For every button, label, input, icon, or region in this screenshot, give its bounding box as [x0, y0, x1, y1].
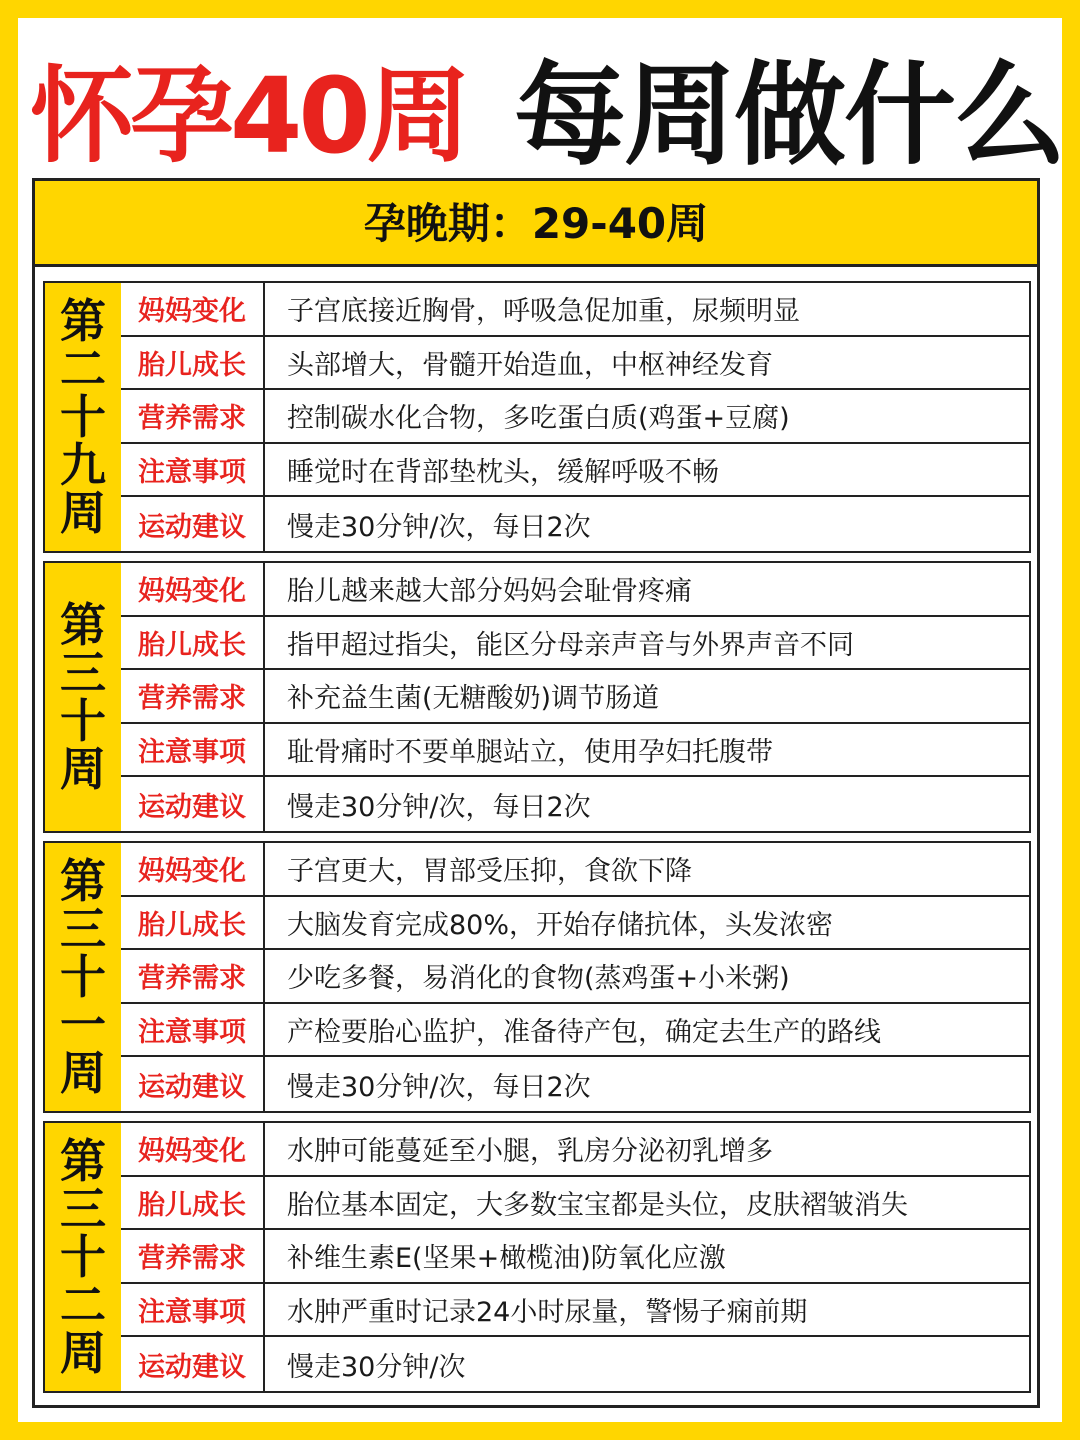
week-label [45, 563, 121, 831]
table-row [121, 337, 1029, 391]
week-rows [121, 1123, 1029, 1391]
row-text: 睡觉时在背部垫枕头，缓解呼吸不畅 [287, 457, 719, 489]
week-label [45, 843, 121, 1111]
row-text: 胎儿越来越大部分妈妈会耻骨疼痛 [287, 576, 692, 608]
table-row [121, 390, 1029, 444]
week-label-text: 第 三 十 周 [60, 598, 106, 796]
table-row [121, 1004, 1029, 1058]
row-category: 注意事项 [121, 444, 265, 496]
row-text: 耻骨痛时不要单腿站立，使用孕妇托腹带 [287, 737, 773, 769]
row-text: 胎位基本固定，大多数宝宝都是头位，皮肤褶皱消失 [287, 1189, 908, 1221]
table-row [121, 1057, 1029, 1111]
row-category: 营养需求 [121, 950, 265, 1002]
row-text: 慢走30分钟/次，每日2次 [287, 511, 591, 543]
table-row [121, 1123, 1029, 1177]
row-text: 产检要胎心监护，准备待产包，确定去生产的路线 [287, 1017, 881, 1049]
week-block-32 [43, 1121, 1031, 1393]
table-row [121, 444, 1029, 498]
phase-header: 孕晚期：29-40周 [35, 181, 1037, 267]
table-row [121, 617, 1029, 671]
table-row [121, 1284, 1029, 1338]
week-label [45, 283, 121, 551]
row-text: 慢走30分钟/次 [287, 1351, 466, 1383]
row-text: 大脑发育完成80%，开始存储抗体，头发浓密 [287, 909, 834, 941]
row-text: 补维生素E(坚果+橄榄油)防氧化应激 [287, 1243, 726, 1275]
row-text: 指甲超过指尖，能区分母亲声音与外界声音不同 [287, 629, 854, 661]
row-text: 子宫更大，胃部受压抑，食欲下降 [287, 856, 692, 888]
row-text: 少吃多餐，易消化的食物(蒸鸡蛋+小米粥) [287, 963, 790, 995]
row-category: 胎儿成长 [121, 1177, 265, 1229]
row-category: 妈妈变化 [121, 563, 265, 615]
row-category: 营养需求 [121, 670, 265, 722]
schedule-table [32, 178, 1040, 1408]
row-text: 慢走30分钟/次，每日2次 [287, 1071, 591, 1103]
table-row [121, 724, 1029, 778]
table-row [121, 670, 1029, 724]
table-row [121, 497, 1029, 551]
poster [18, 18, 1062, 1422]
week-label-text: 第 三 十 二 周 [60, 1134, 106, 1380]
row-text: 水肿严重时记录24小时尿量，警惕子痫前期 [287, 1297, 808, 1329]
table-row [121, 1230, 1029, 1284]
row-text: 补充益生菌(无糖酸奶)调节肠道 [287, 683, 660, 715]
row-category: 胎儿成长 [121, 337, 265, 389]
week-label-text: 第 二 十 九 周 [60, 294, 106, 540]
table-row [121, 777, 1029, 831]
title-red-part: 怀孕40周 [30, 55, 467, 177]
week-block-29 [43, 281, 1031, 553]
week-block-30 [43, 561, 1031, 833]
week-label [45, 1123, 121, 1391]
table-row [121, 563, 1029, 617]
week-rows [121, 563, 1029, 831]
row-category: 运动建议 [121, 1057, 265, 1111]
table-row [121, 897, 1029, 951]
row-category: 胎儿成长 [121, 617, 265, 669]
row-category: 运动建议 [121, 497, 265, 551]
row-category: 注意事项 [121, 724, 265, 776]
row-category: 妈妈变化 [121, 1123, 265, 1175]
row-category: 营养需求 [121, 390, 265, 442]
row-category: 注意事项 [121, 1004, 265, 1056]
poster-title [18, 46, 1062, 186]
table-row [121, 1177, 1029, 1231]
week-label-text: 第 三 十 一 周 [60, 854, 106, 1100]
table-row [121, 843, 1029, 897]
title-black-part: 每周做什么 [514, 51, 1064, 181]
table-row [121, 1337, 1029, 1391]
row-text: 头部增大，骨髓开始造血，中枢神经发育 [287, 349, 773, 381]
row-category: 妈妈变化 [121, 283, 265, 335]
row-category: 运动建议 [121, 777, 265, 831]
row-category: 营养需求 [121, 1230, 265, 1282]
row-text: 子宫底接近胸骨，呼吸急促加重，尿频明显 [287, 296, 800, 328]
table-row [121, 950, 1029, 1004]
week-block-31 [43, 841, 1031, 1113]
row-category: 胎儿成长 [121, 897, 265, 949]
week-rows [121, 843, 1029, 1111]
row-text: 控制碳水化合物，多吃蛋白质(鸡蛋+豆腐) [287, 403, 790, 435]
row-category: 运动建议 [121, 1337, 265, 1391]
table-row [121, 283, 1029, 337]
row-category: 妈妈变化 [121, 843, 265, 895]
row-text: 慢走30分钟/次，每日2次 [287, 791, 591, 823]
row-text: 水肿可能蔓延至小腿，乳房分泌初乳增多 [287, 1136, 773, 1168]
row-category: 注意事项 [121, 1284, 265, 1336]
week-rows [121, 283, 1029, 551]
